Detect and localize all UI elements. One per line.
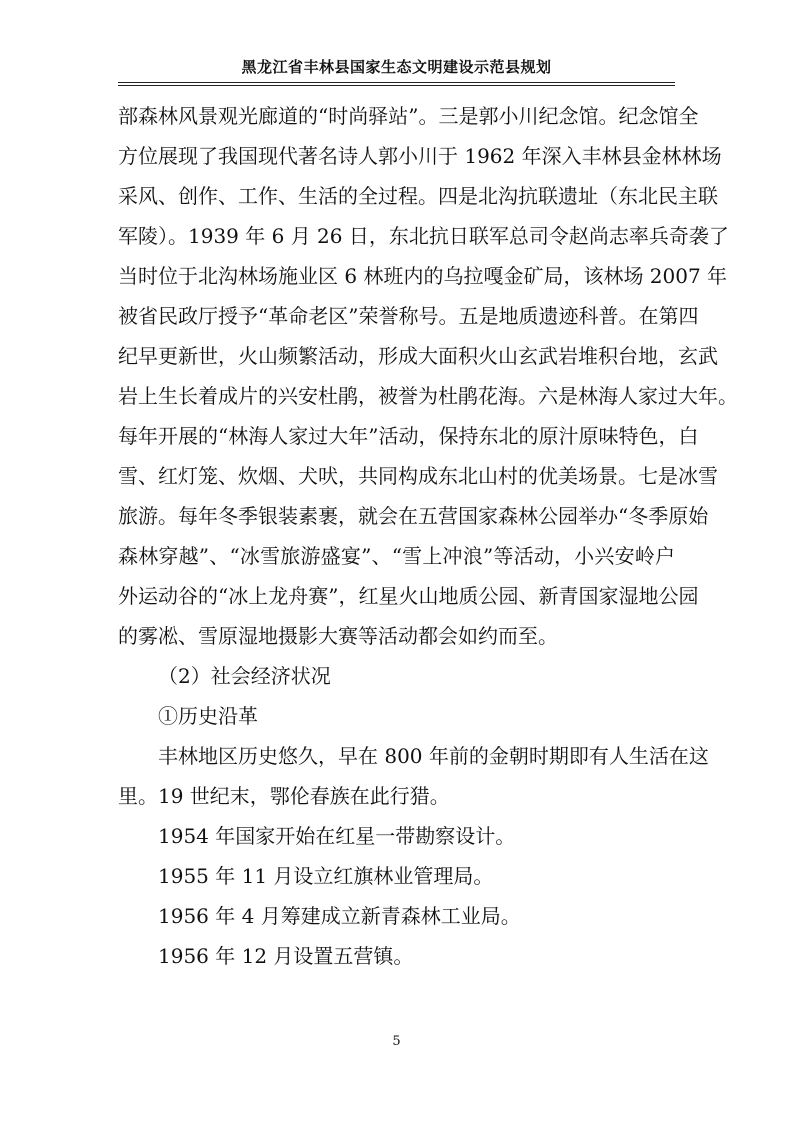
page-number: 5 — [392, 1034, 401, 1049]
paragraph-line: 纪早更新世，火山频繁活动，形成大面积火山玄武岩堆积台地，玄武 — [118, 344, 718, 368]
header-rule-top — [118, 82, 675, 83]
paragraph-line: 岩上生长着成片的兴安杜鹃，被誉为杜鹃花海。六是林海人家过大年。 — [118, 384, 738, 408]
timeline-item: 1955 年 11 月设立红旗林业管理局。 — [158, 864, 494, 888]
paragraph-line: 旅游。每年冬季银装素裹，就会在五营国家森林公园举办“冬季原始 — [118, 504, 709, 528]
paragraph-line: 每年开展的“林海人家过大年”活动，保持东北的原汁原味特色，白 — [118, 424, 699, 448]
timeline-item: 1954 年国家开始在红星一带勘察设计。 — [158, 824, 516, 848]
section-heading: （2）社会经济状况 — [158, 664, 331, 688]
timeline-item: 1956 年 4 月筹建成立新青森林工业局。 — [158, 904, 521, 928]
paragraph-line: 被省民政厅授予“革命老区”荣誉称号。五是地质遗迹科普。在第四 — [118, 304, 699, 328]
paragraph-line: 当时位于北沟林场施业区 6 林班内的乌拉嘎金矿局，该林场 2007 年 — [118, 264, 728, 288]
document-body — [118, 96, 738, 976]
paragraph-line: 的雾凇、雪原湿地摄影大赛等活动都会如约而至。 — [118, 624, 558, 648]
history-line: 里。19 世纪末，鄂伦春族在此行猎。 — [118, 784, 450, 808]
history-line: 丰林地区历史悠久，早在 800 年前的金朝时期即有人生活在这 — [158, 744, 709, 768]
timeline-item: 1956 年 12 月设置五营镇。 — [158, 944, 414, 968]
page-header-title: 黑龙江省丰林县国家生态文明建设示范县规划 — [241, 58, 552, 76]
paragraph-line: 雪、红灯笼、炊烟、犬吠，共同构成东北山村的优美场景。七是冰雪 — [118, 464, 718, 488]
paragraph-line: 森林穿越”、“冰雪旅游盛宴”、“雪上冲浪”等活动，小兴安岭户 — [118, 544, 675, 568]
paragraph-line: 军陵）。1939 年 6 月 26 日，东北抗日联军总司令赵尚志率兵奇袭了 — [118, 224, 729, 248]
paragraph-line: 方位展现了我国现代著名诗人郭小川于 1962 年深入丰林县金林林场 — [118, 144, 722, 168]
paragraph-line: 部森林风景观光廊道的“时尚驿站”。三是郭小川纪念馆。纪念馆全 — [118, 104, 699, 128]
subsection-heading: ①历史沿革 — [158, 704, 258, 728]
paragraph-line: 采风、创作、工作、生活的全过程。四是北沟抗联遗址（东北民主联 — [118, 184, 718, 208]
paragraph-line: 外运动谷的“冰上龙舟赛”，红星火山地质公园、新青国家湿地公园 — [118, 584, 699, 608]
header-rule-bottom — [118, 85, 675, 86]
